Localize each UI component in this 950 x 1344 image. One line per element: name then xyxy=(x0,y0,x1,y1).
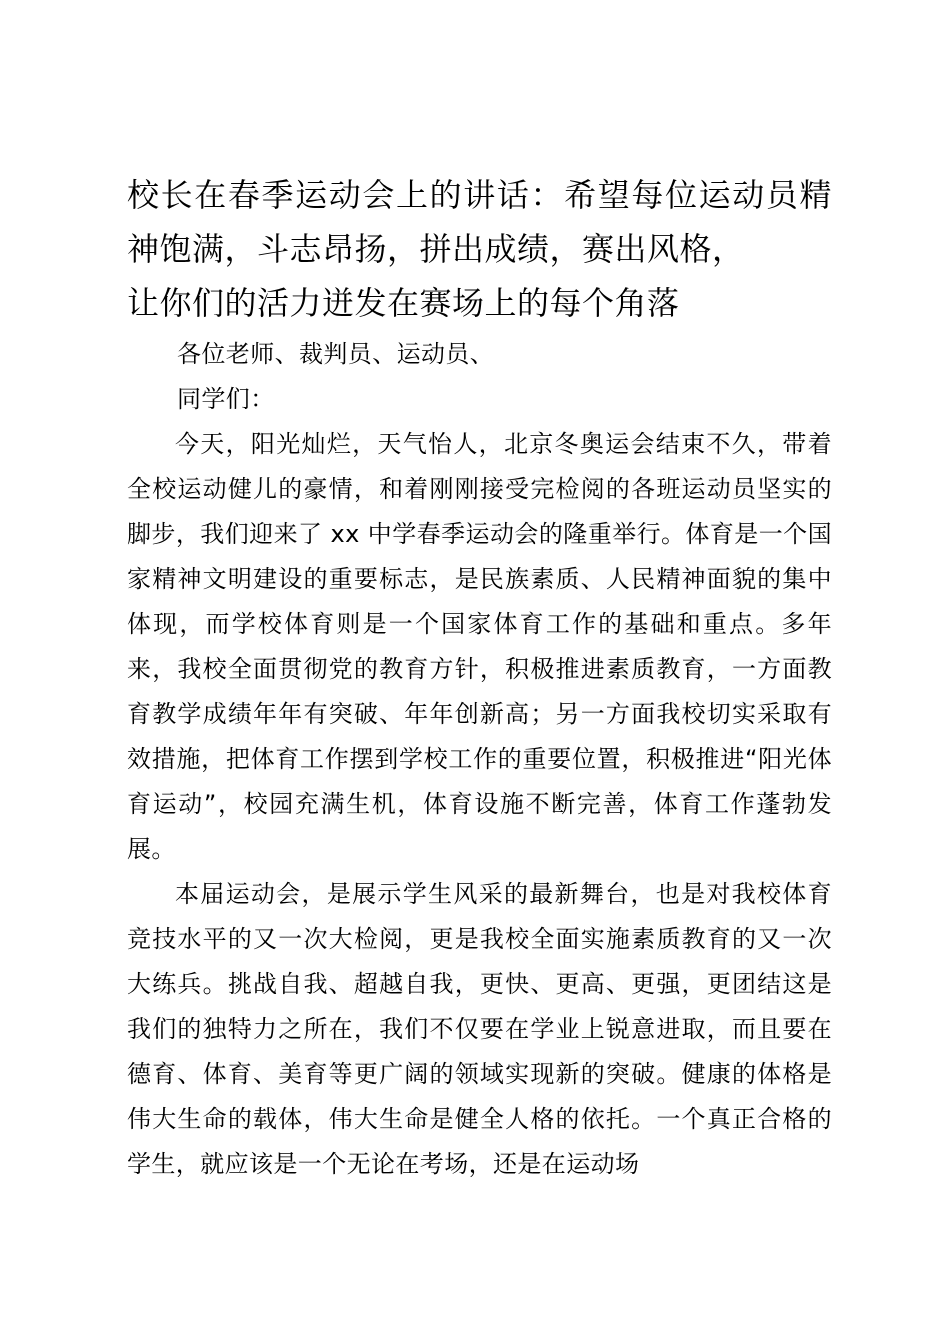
paragraph-1: 今天，阳光灿烂，天气怡人，北京冬奥运会结束不久，带着全校运动健儿的豪情，和着刚刚接受完检阅的各班运动员坚实的脚步，我们迎来了 xx 中学春季运动会的隆重举行。体育是一个国家精神文明建设的重要标志，是民族素质、人民精神面貌的集中体现，而学校体育则是一个国家体育工作的基础和重点。多年来，我校全面贯彻党的教育方针，积极推进素质教育，一方面教育教学成绩年年有突破、年年创新高；另一方面我校切实采取有效措施，把体育工作摆到学校工作的重要位置，积极推进“阳光体育运动”，校园充满生机，体育设施不断完善，体育工作蓬勃发展。 xyxy=(127,430,832,863)
paragraph-2: 本届运动会，是展示学生风采的最新舞台，也是对我校体育竞技水平的又一次大检阅，更是我校全面实施素质教育的又一次大练兵。挑战自我、超越自我，更快、更高、更强，更团结这是我们的独特力之所在，我们不仅要在学业上锐意进取，而且要在德育、体育、美育等更广阔的领域实现新的突破。健康的体格是伟大生命的载体，伟大生命是健全人格的依托。一个真正合格的学生，就应该是一个无论在考场，还是在运动场 xyxy=(127,880,832,1178)
title-line-2: 让你们的活力迸发在赛场上的每个角落 xyxy=(127,284,680,322)
greeting-line-2: 同学们： xyxy=(177,385,275,413)
document-title xyxy=(127,168,832,330)
document-body xyxy=(127,168,832,1187)
greeting-line-1: 各位老师、裁判员、运动员、 xyxy=(177,340,495,368)
title-line-1: 校长在春季运动会上的讲话：希望每位运动员精神饱满，斗志昂扬，拼出成绩，赛出风格， xyxy=(127,176,832,268)
